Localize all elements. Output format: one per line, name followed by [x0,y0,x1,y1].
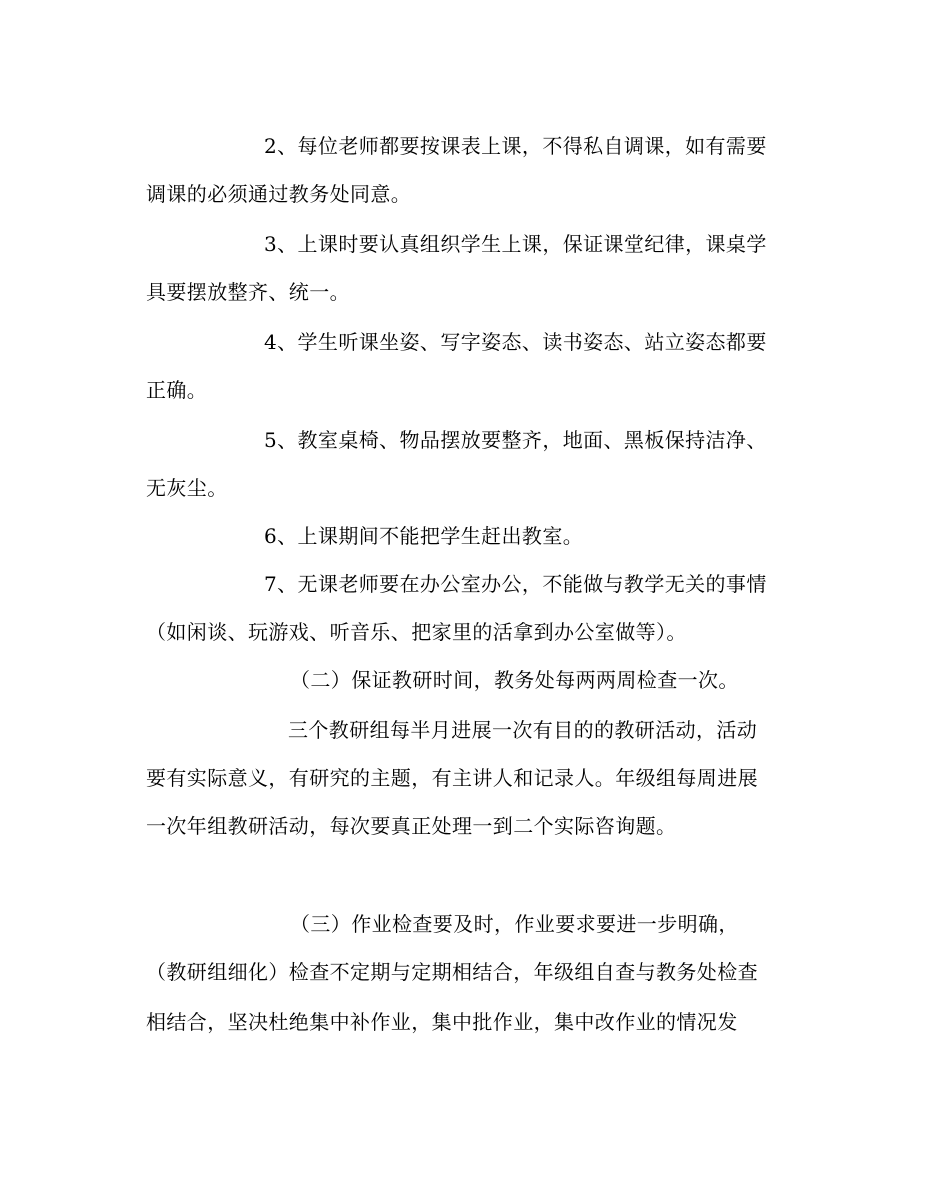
paragraph-line: 3、上课时要认真组织学生上课，保证课堂纪律，课桌学 [264,232,767,256]
paragraph-line: （如闲谈、玩游戏、听音乐、把家里的活拿到办公室做等）。 [146,620,687,644]
paragraph-line: 调课的必须通过教务处同意。 [146,182,412,206]
section-heading: （二）保证教研时间，教务处每两两周检查一次。 [290,668,739,692]
paragraph-line: 2、每位老师都要按课表上课，不得私自调课，如有需要 [264,134,767,158]
paragraph-line: 具要摆放整齐、统一。 [146,280,350,304]
paragraph-line: 无灰尘。 [146,476,228,500]
paragraph-line: 5、教室桌椅、物品摆放要整齐，地面、黑板保持洁净、 [264,428,767,452]
paragraph-line: 要有实际意义，有研究的主题，有主讲人和记录人。年级组每周进展 [146,766,758,790]
paragraph-line: 6、上课期间不能把学生赶出教室。 [264,524,584,548]
paragraph-line: （教研组细化）检查不定期与定期相结合，年级组自查与教务处检查 [146,960,758,984]
paragraph-line: 4、学生听课坐姿、写字姿态、读书姿态、站立姿态都要 [264,330,767,354]
paragraph-line: 三个教研组每半月进展一次有目的的教研活动，活动 [288,718,758,742]
paragraph-line: 正确。 [146,378,208,402]
paragraph-line: 7、无课老师要在办公室办公，不能做与教学无关的事情 [264,572,767,596]
section-heading: （三）作业检查要及时，作业要求要进一步明确， [290,912,739,936]
paragraph-line: 一次年组教研活动，每次要真正处理一到二个实际咨询题。 [146,814,677,838]
paragraph-line: 相结合，坚决杜绝集中补作业，集中批作业，集中改作业的情况发 [146,1010,738,1034]
